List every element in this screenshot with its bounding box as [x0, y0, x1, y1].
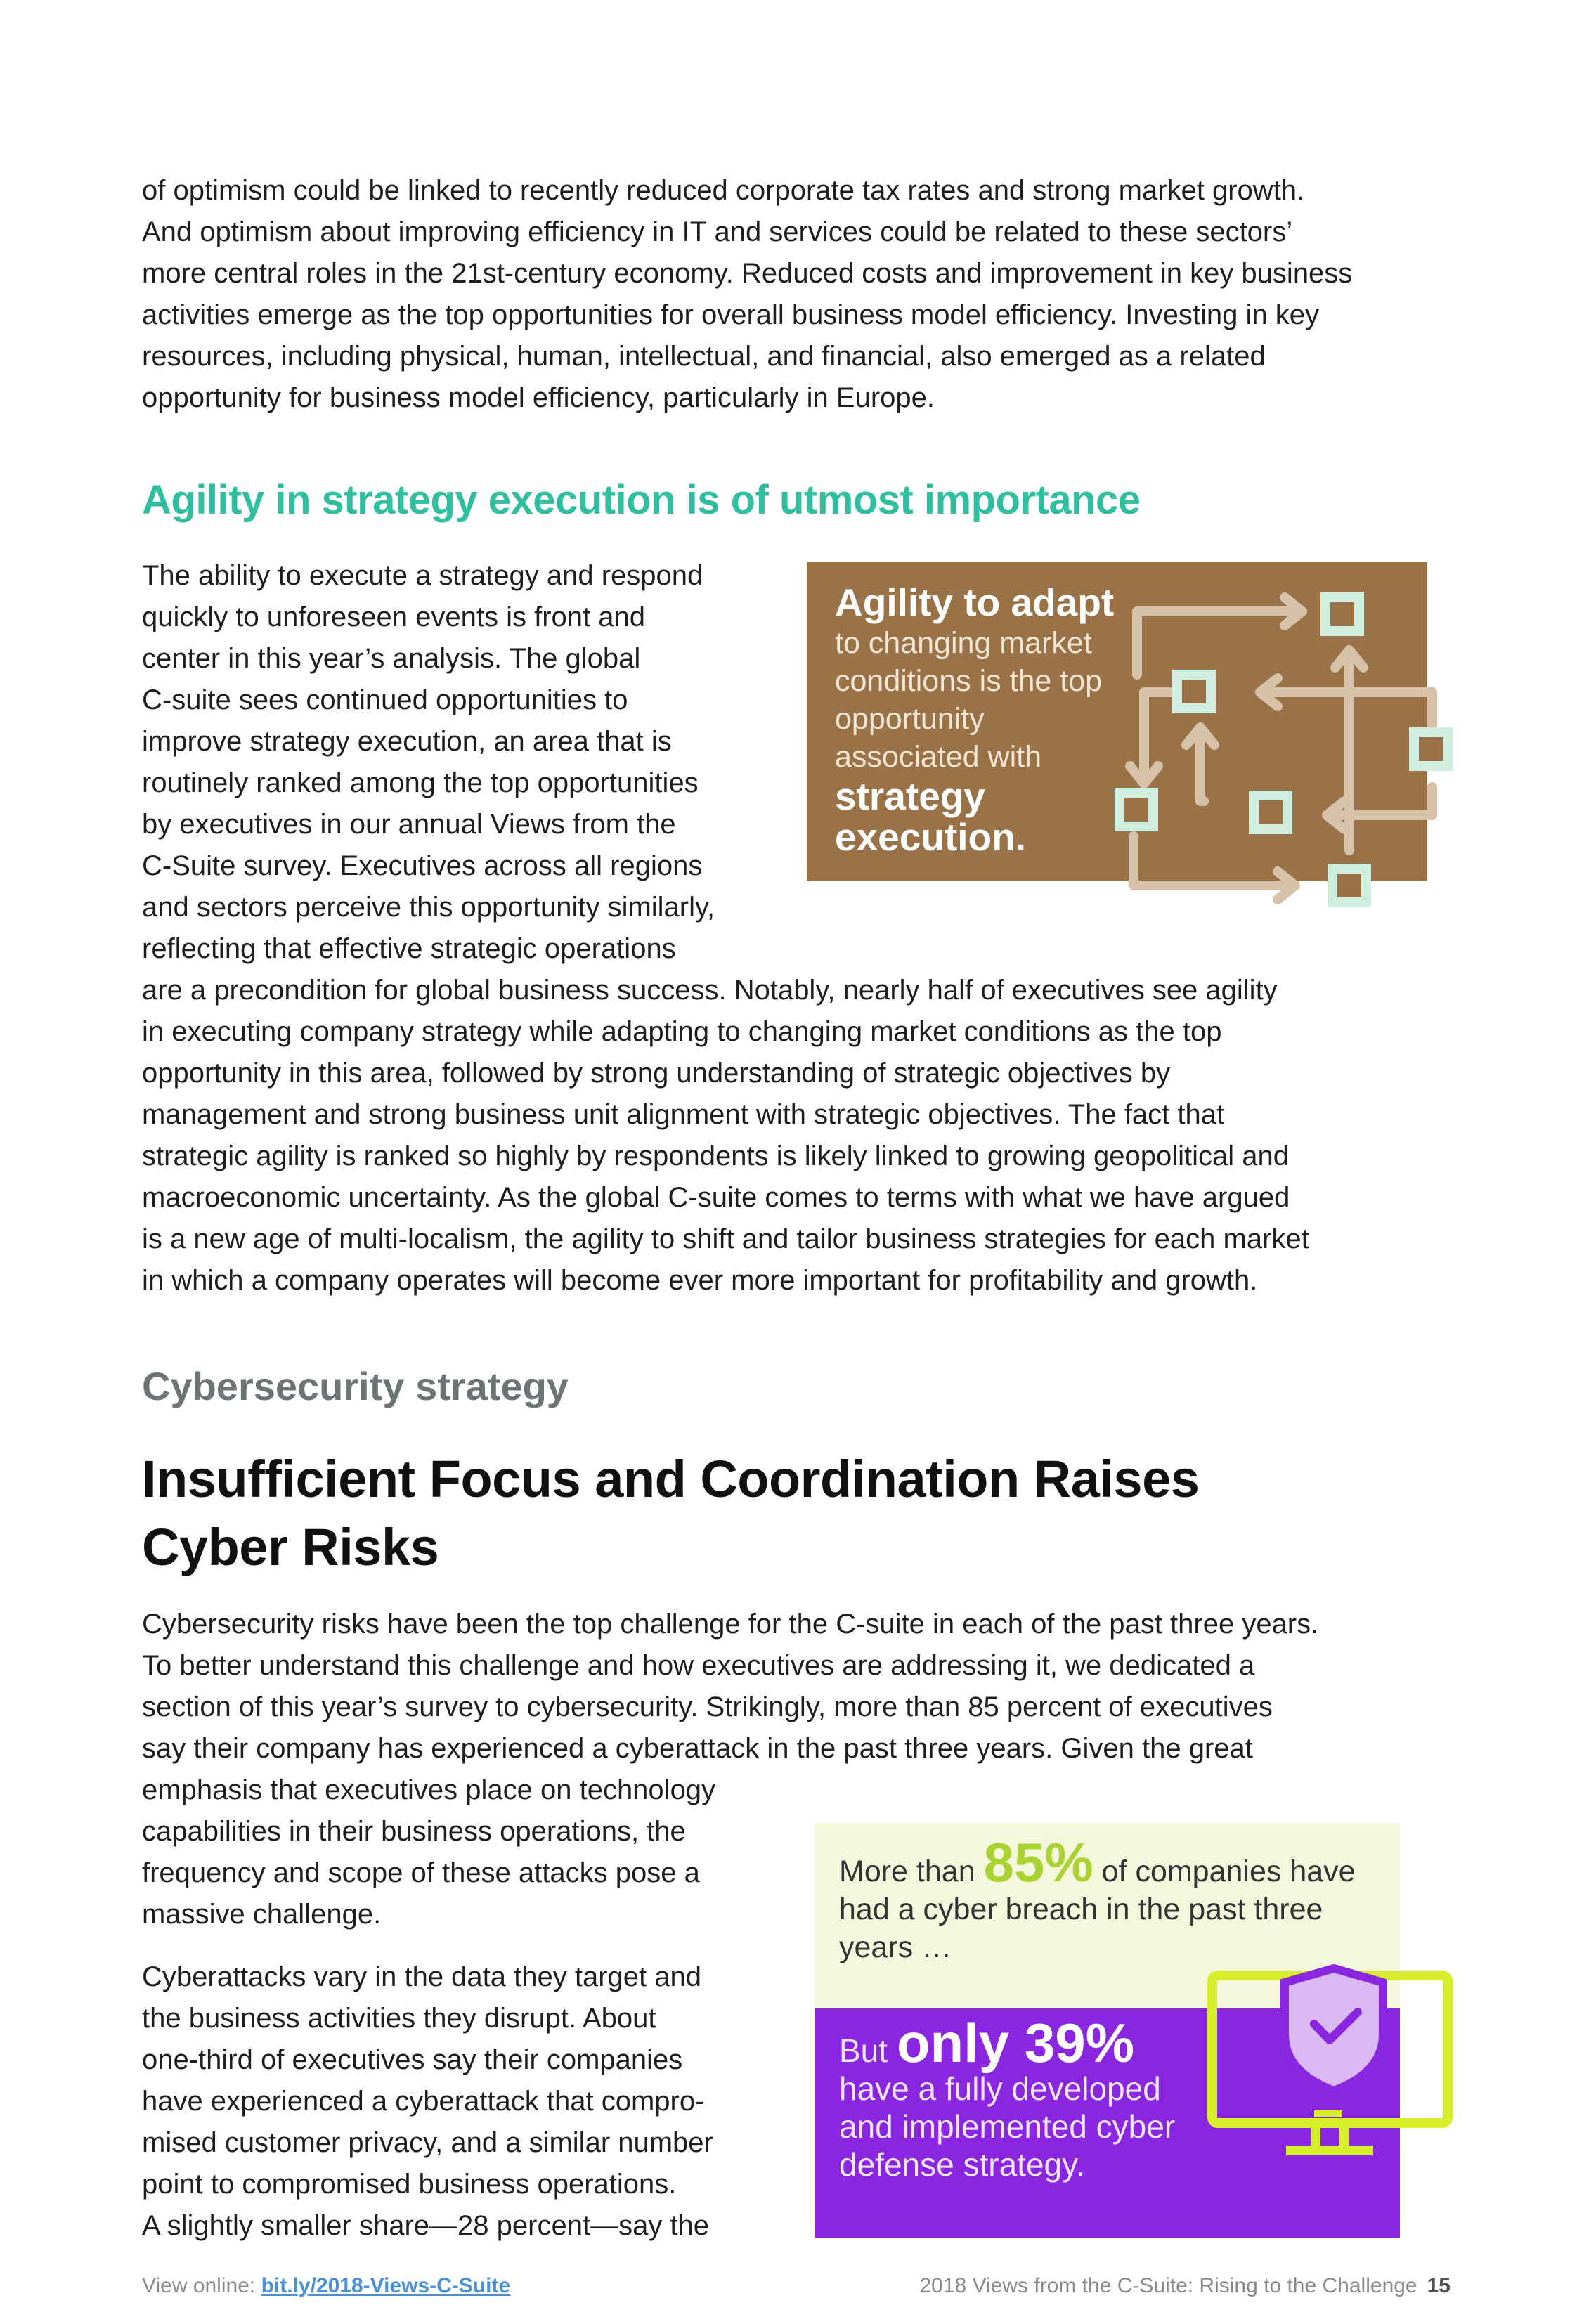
- text-line: activities emerge as the top opportunities for overall business model efficiency. Investing in key: [142, 299, 1319, 330]
- footer-report-title: 2018 Views from the C-Suite: Rising to the Challenge: [919, 2274, 1417, 2297]
- text-line: and sectors perceive this opportunity similarly,: [142, 892, 715, 923]
- text-line: of optimism could be linked to recently reduced corporate tax rates and strong market growth.: [142, 175, 1305, 206]
- node-square: [1325, 597, 1359, 631]
- text-line: And optimism about improving efficiency in IT and services could be related to these sectors’: [142, 216, 1293, 247]
- title-line: Insufficient Focus and Coordination Raises: [142, 1450, 1200, 1508]
- text-line: say their company has experienced a cyberattack in the past three years. Given the great: [142, 1733, 1253, 1764]
- callout-body: to changing market conditions is the top opportunity associated with: [835, 626, 1103, 774]
- text-line: center in this year’s analysis. The global: [142, 643, 641, 674]
- text-line: To better understand this challenge and how executives are addressing it, we dedicated a: [142, 1650, 1255, 1681]
- monitor-notch: [1314, 2110, 1342, 2117]
- node-square: [1414, 732, 1448, 766]
- flow-arrows-illustration: [807, 562, 1481, 914]
- shield-shape: [1285, 1968, 1383, 2091]
- title-line: Cyber Risks: [142, 1518, 439, 1576]
- stat-value: 85%: [983, 1831, 1093, 1893]
- agility-paragraph-wide: [142, 970, 1309, 1301]
- text-line: management and strong business unit alignment with strategic objectives. The fact that: [142, 1099, 1225, 1130]
- text-line: are a precondition for global business success. Notably, nearly half of executives see agility: [142, 975, 1278, 1006]
- cyber-paragraph-wide: [142, 1604, 1318, 1770]
- intro-paragraph: [142, 170, 1352, 419]
- text-line: emphasis that executives place on technology: [142, 1774, 716, 1805]
- text-line: one-third of executives say their companies: [142, 2044, 683, 2075]
- text-line: improve strategy execution, an area that is: [142, 726, 672, 757]
- text-line: more central roles in the 21st-century economy. Reduced costs and improvement in key business: [142, 258, 1353, 289]
- cyber-paragraph-narrow-1: [142, 1770, 715, 1935]
- text-line: opportunity for business model efficiency, particularly in Europe.: [142, 382, 935, 413]
- text-line: C-suite sees continued opportunities to: [142, 684, 628, 715]
- text-line: reflecting that effective strategic operations: [142, 933, 676, 964]
- text-line: capabilities in their business operations, the: [142, 1816, 686, 1847]
- stat-suffix: have a fully developed and implemented cyber defense strategy.: [839, 2070, 1176, 2183]
- monitor-base: [1286, 2146, 1373, 2155]
- text-line: massive challenge.: [142, 1899, 382, 1930]
- text-line: resources, including physical, human, intellectual, and financial, also emerged as a related: [142, 341, 1266, 372]
- text-line: A slightly smaller share—28 percent—say the: [142, 2210, 710, 2241]
- stat-prefix: But: [839, 2032, 888, 2069]
- cyber-title: [142, 1445, 1337, 1581]
- text-line: is a new age of multi-localism, the agility to shift and tailor business strategies for each market: [142, 1223, 1309, 1254]
- stat-value: only 39%: [896, 2012, 1134, 2074]
- text-line: strategic agility is ranked so highly by respondents is likely linked to growing geopolitical and: [142, 1141, 1289, 1171]
- agility-callout: [807, 562, 1427, 881]
- stat-breach-text: [839, 1831, 1373, 1966]
- text-line: quickly to unforeseen events is front and: [142, 602, 645, 632]
- arrow-path: [1137, 611, 1299, 675]
- text-line: macroeconomic uncertainty. As the global C-suite comes to terms with what we have argued: [142, 1182, 1290, 1213]
- stat-prefix: More than: [839, 1855, 975, 1888]
- node-square: [1332, 869, 1366, 902]
- monitor-stand: [1311, 2123, 1320, 2148]
- footer-view-online: [142, 2274, 510, 2298]
- footer-report: [919, 2274, 1451, 2298]
- node-square: [1254, 796, 1287, 829]
- text-line: Cyberattacks vary in the data they target and: [142, 1961, 701, 1992]
- monitor-shield-icon: [1202, 1957, 1469, 2175]
- text-line: have experienced a cyberattack that compro-: [142, 2086, 705, 2117]
- text-line: C-Suite survey. Executives across all regions: [142, 850, 703, 881]
- text-line: The ability to execute a strategy and respond: [142, 560, 703, 591]
- arrow-path: [1200, 731, 1204, 801]
- text-line: routinely ranked among the top opportunities: [142, 767, 699, 798]
- arrow-path: [1134, 836, 1292, 885]
- text-line: in executing company strategy while adapting to changing market conditions as the top: [142, 1016, 1222, 1047]
- text-line: the business activities they disrupt. About: [142, 2003, 656, 2034]
- text-line: section of this year’s survey to cybersecurity. Strikingly, more than 85 percent of executives: [142, 1692, 1273, 1722]
- cyber-section-label: Cybersecurity strategy: [142, 1364, 569, 1408]
- page-number: 15: [1427, 2274, 1451, 2297]
- node-square: [1177, 675, 1211, 708]
- agility-paragraph-narrow: [142, 555, 715, 970]
- cyber-paragraph-narrow-2: [142, 1956, 713, 2247]
- text-line: frequency and scope of these attacks pose a: [142, 1857, 700, 1888]
- stat-suffix: of companies have had a cyber breach in the past three years …: [839, 1855, 1356, 1964]
- footer-link[interactable]: bit.ly/2018-Views-C-Suite: [261, 2274, 511, 2297]
- monitor-stand: [1339, 2123, 1349, 2148]
- text-line: by executives in our annual Views from the: [142, 809, 676, 840]
- agility-heading: Agility in strategy execution is of utmost importance: [142, 477, 1141, 523]
- text-line: point to compromised business operations.: [142, 2169, 677, 2200]
- text-line: Cybersecurity risks have been the top challenge for the C-suite in each of the past three years.: [142, 1609, 1319, 1640]
- callout-strong: strategy execution.: [835, 774, 1027, 859]
- text-line: mised customer privacy, and a similar number: [142, 2127, 713, 2158]
- stat-defense-text: [839, 2012, 1205, 2183]
- footer-label: View online:: [142, 2274, 256, 2297]
- text-line: in which a company operates will become ever more important for profitability and growth.: [142, 1265, 1258, 1296]
- text-line: opportunity in this area, followed by strong understanding of strategic objectives by: [142, 1058, 1171, 1089]
- callout-lead: Agility to adapt: [835, 580, 1115, 624]
- node-square: [1120, 793, 1153, 826]
